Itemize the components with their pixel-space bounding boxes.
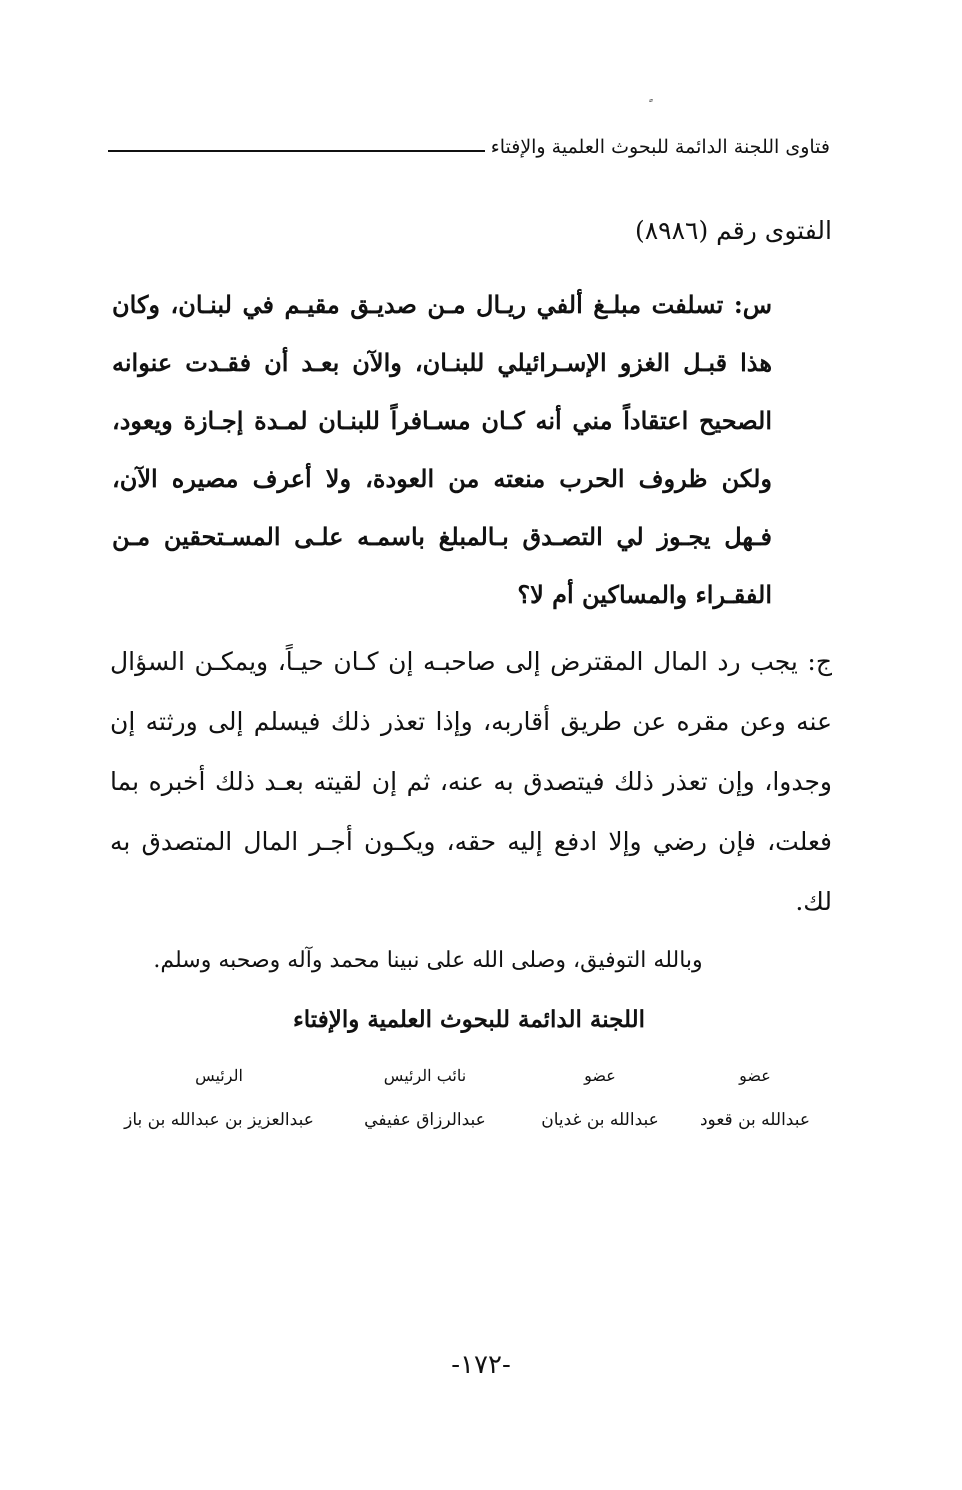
signatory-roles [108,1066,830,1085]
header-title: فتاوى اللجنة الدائمة للبحوث العلمية والإفتاء [490,136,830,158]
answer-text: ج: يجب رد المال المقترض إلى صاحبـه إن كـان حيـاً، ويمكـن السؤال عنه وعن مقره عن طريق أقاربه، وإذا تعذر ذلك فيسلم إلى ورثته إن وجدوا، وإن تعذر ذلك فيتصدق به عنه، ثم إن لقيته بعـد ذلك أخبره بما فعلت، فإن رضي وإلا ادفع إليه حقه، ويكـون أجـر المال المتصدق به لك. [110,647,832,916]
signatory-name: عبدالله بن غديان [541,1110,659,1130]
header-rule [108,150,485,152]
signatory-role: نائب الرئيس [383,1066,467,1085]
page-number: -١٧٢- [451,1350,511,1380]
signatory-name: عبدالعزيز بن عبدالله بن باز [124,1110,314,1130]
signatory-role: عضو [584,1066,616,1085]
committee-name: اللجنة الدائمة للبحوث العلمية والإفتاء [292,1006,646,1033]
signatory-name: عبدالرزاق عفيفي [364,1110,486,1130]
closing-line: وبالله التوفيق، وصلى الله على نبينا محمد وآله وصحبه وسلم. [153,948,703,973]
signatory-name: عبدالله بن قعود [699,1110,810,1130]
fatwa-number: الفتوى رقم (٨٩٨٦) [634,216,832,245]
running-header [108,136,830,158]
signatory-role: الرئيس [195,1066,243,1085]
question-text: س: تسلفت مبلـغ ألفي ريـال مـن صديـق مقيـم في لبنـان، وكان هذا قبـل الغزو الإسـرائيلي للبنـان، والآن بعـد أن فقـدت عنوانه الصحيح اعتقاداً مني أنه كـان مسـافراً للبنـان لمـدة إجـازة ويعود، ولكن ظروف الحرب منعته من العودة، ولا أعرف مصيره الآن، فـهل يجـوز لي التصـدق بـالمبلغ باسمـه علـى المسـتحقين مـن الفقـراء والمساكين أم لا؟ [112,290,772,609]
signatory-role: عضو [739,1066,771,1085]
signatory-names [108,1110,830,1130]
